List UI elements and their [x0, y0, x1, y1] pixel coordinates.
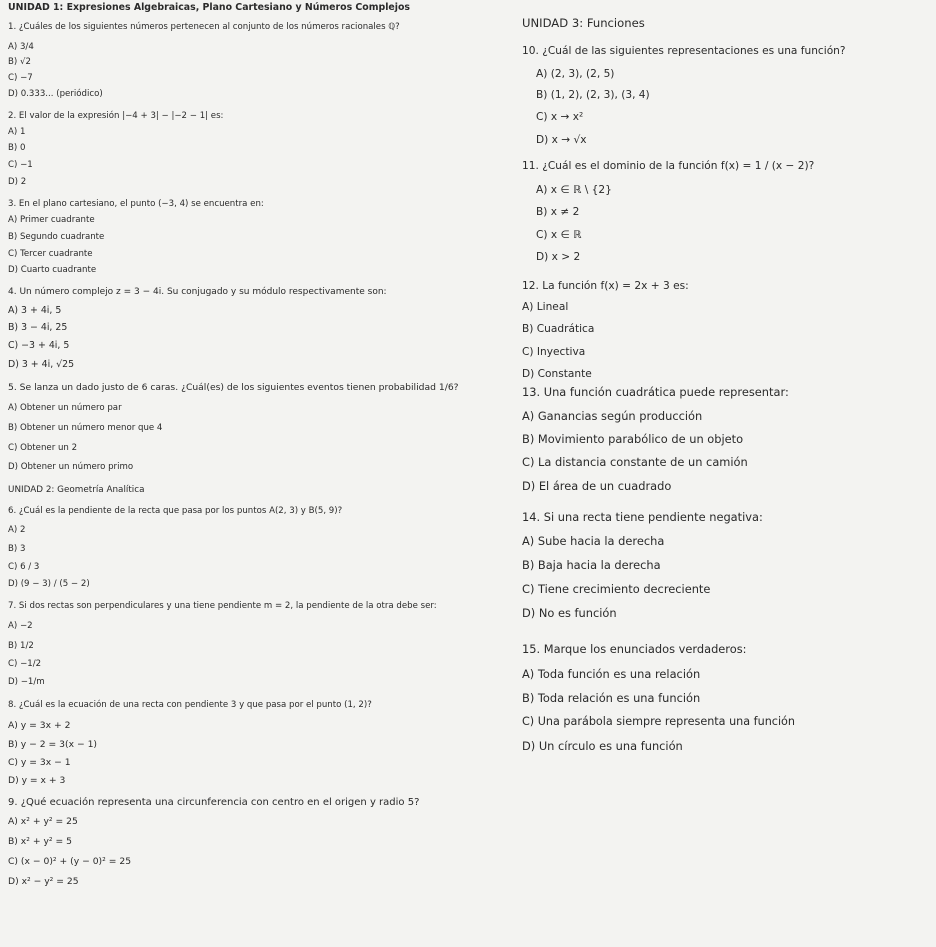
q13-option-a: A) Ganancias según producción — [522, 409, 703, 423]
q13-option-d: D) El área de un cuadrado — [522, 479, 672, 493]
q15-question: 15. Marque los enunciados verdaderos: — [522, 642, 747, 656]
q15-option-c: C) Una parábola siempre representa una función — [522, 715, 795, 728]
q15-option-a: A) Toda función es una relación — [522, 667, 701, 681]
q2-option-a: A) 1 — [8, 127, 26, 137]
q12-question: 12. La función f(x) = 2x + 3 es: — [522, 280, 689, 292]
q10-option-a: A) (2, 3), (2, 5) — [536, 68, 615, 80]
q9-option-a: A) x² + y² = 25 — [8, 816, 78, 827]
q8-option-a: A) y = 3x + 2 — [8, 720, 71, 731]
q1-option-c: C) −7 — [8, 73, 33, 83]
q6-option-d: D) (9 − 3) / (5 − 2) — [8, 579, 90, 589]
q9-option-d: D) x² − y² = 25 — [8, 876, 79, 887]
q4-option-b: B) 3 − 4i, 25 — [8, 322, 68, 333]
q7-option-c: C) −1/2 — [8, 659, 42, 669]
q6-option-b: B) 3 — [8, 544, 26, 554]
q14-option-d: D) No es función — [522, 606, 617, 620]
q14-question: 14. Si una recta tiene pendiente negativa: — [522, 510, 763, 524]
q2-option-c: C) −1 — [8, 160, 33, 170]
q4-option-a: A) 3 + 4i, 5 — [8, 305, 62, 316]
q3-question: 3. En el plano cartesiano, el punto (−3, 4) se encuentra en: — [8, 199, 264, 209]
q14-option-a: A) Sube hacia la derecha — [522, 534, 665, 548]
q14-option-b: B) Baja hacia la derecha — [522, 558, 661, 572]
q5-option-b: B) Obtener un número menor que 4 — [8, 423, 163, 433]
q3-option-c: C) Tercer cuadrante — [8, 249, 93, 259]
q1-option-d: D) 0.333... (periódico) — [8, 89, 103, 99]
q12-option-c: C) Inyectiva — [522, 346, 586, 358]
q2-option-d: D) 2 — [8, 177, 27, 187]
q8-option-d: D) y = x + 3 — [8, 775, 66, 786]
q8-option-b: B) y − 2 = 3(x − 1) — [8, 739, 98, 750]
q15-option-b: B) Toda relación es una función — [522, 691, 701, 705]
q11-option-a: A) x ∈ ℝ \ {2} — [536, 184, 612, 196]
q12-option-b: B) Cuadrática — [522, 323, 595, 335]
q2-option-b: B) 0 — [8, 143, 26, 153]
q3-option-d: D) Cuarto cuadrante — [8, 265, 97, 275]
q8-option-c: C) y = 3x − 1 — [8, 757, 71, 768]
q15-option-d: D) Un círculo es una función — [522, 739, 683, 753]
q3-option-a: A) Primer cuadrante — [8, 215, 95, 225]
q12-option-d: D) Constante — [522, 368, 592, 380]
q9-option-c: C) (x − 0)² + (y − 0)² = 25 — [8, 856, 132, 867]
unit1-title: UNIDAD 1: Expresiones Algebraicas, Plano Cartesiano y Números Complejos — [8, 2, 411, 13]
q10-option-d: D) x → √x — [536, 134, 587, 146]
q13-option-b: B) Movimiento parabólico de un objeto — [522, 432, 744, 446]
q6-option-a: A) 2 — [8, 525, 26, 535]
unit3-title: UNIDAD 3: Funciones — [522, 16, 645, 30]
q13-question: 13. Una función cuadrática puede representar: — [522, 385, 789, 399]
q3-option-b: B) Segundo cuadrante — [8, 232, 105, 242]
q11-option-b: B) x ≠ 2 — [536, 206, 580, 218]
q5-option-d: D) Obtener un número primo — [8, 462, 134, 472]
q6-option-c: C) 6 / 3 — [8, 562, 40, 572]
q7-option-b: B) 1/2 — [8, 641, 34, 651]
q10-option-c: C) x → x² — [536, 111, 584, 123]
q1-option-a: A) 3/4 — [8, 42, 34, 52]
q4-option-c: C) −3 + 4i, 5 — [8, 340, 70, 351]
q7-option-a: A) −2 — [8, 621, 33, 631]
q7-question: 7. Si dos rectas son perpendiculares y una tiene pendiente m = 2, la pendiente de la otra debe ser: — [8, 601, 437, 611]
q11-option-c: C) x ∈ ℝ — [536, 229, 582, 241]
q5-question: 5. Se lanza un dado justo de 6 caras. ¿Cuál(es) de los siguientes eventos tienen probabilidad 1/6? — [8, 382, 459, 393]
q14-option-c: C) Tiene crecimiento decreciente — [522, 582, 711, 596]
q6-question: 6. ¿Cuál es la pendiente de la recta que pasa por los puntos A(2, 3) y B(5, 9)? — [8, 506, 343, 516]
q4-question: 4. Un número complejo z = 3 − 4i. Su conjugado y su módulo respectivamente son: — [8, 287, 387, 297]
q8-question: 8. ¿Cuál es la ecuación de una recta con pendiente 3 y que pasa por el punto (1, 2)? — [8, 700, 372, 710]
q5-option-a: A) Obtener un número par — [8, 403, 122, 413]
q4-option-d: D) 3 + 4i, √25 — [8, 359, 75, 370]
q10-question: 10. ¿Cuál de las siguientes representaciones es una función? — [522, 45, 846, 57]
q13-option-c: C) La distancia constante de un camión — [522, 455, 748, 469]
q1-question: 1. ¿Cuáles de los siguientes números pertenecen al conjunto de los números racionales ℚ? — [8, 22, 400, 32]
q2-question: 2. El valor de la expresión |−4 + 3| − |−2 − 1| es: — [8, 111, 224, 121]
q9-question: 9. ¿Qué ecuación representa una circunferencia con centro en el origen y radio 5? — [8, 797, 420, 808]
q5-option-c: C) Obtener un 2 — [8, 443, 78, 453]
q9-option-b: B) x² + y² = 5 — [8, 836, 72, 847]
unit2-title: UNIDAD 2: Geometría Analítica — [8, 485, 145, 495]
q11-option-d: D) x > 2 — [536, 251, 581, 263]
q1-option-b: B) √2 — [8, 57, 31, 67]
q12-option-a: A) Lineal — [522, 301, 569, 313]
q7-option-d: D) −1/m — [8, 677, 45, 687]
q10-option-b: B) (1, 2), (2, 3), (3, 4) — [536, 89, 650, 101]
q11-question: 11. ¿Cuál es el dominio de la función f(x) = 1 / (x − 2)? — [522, 160, 815, 172]
